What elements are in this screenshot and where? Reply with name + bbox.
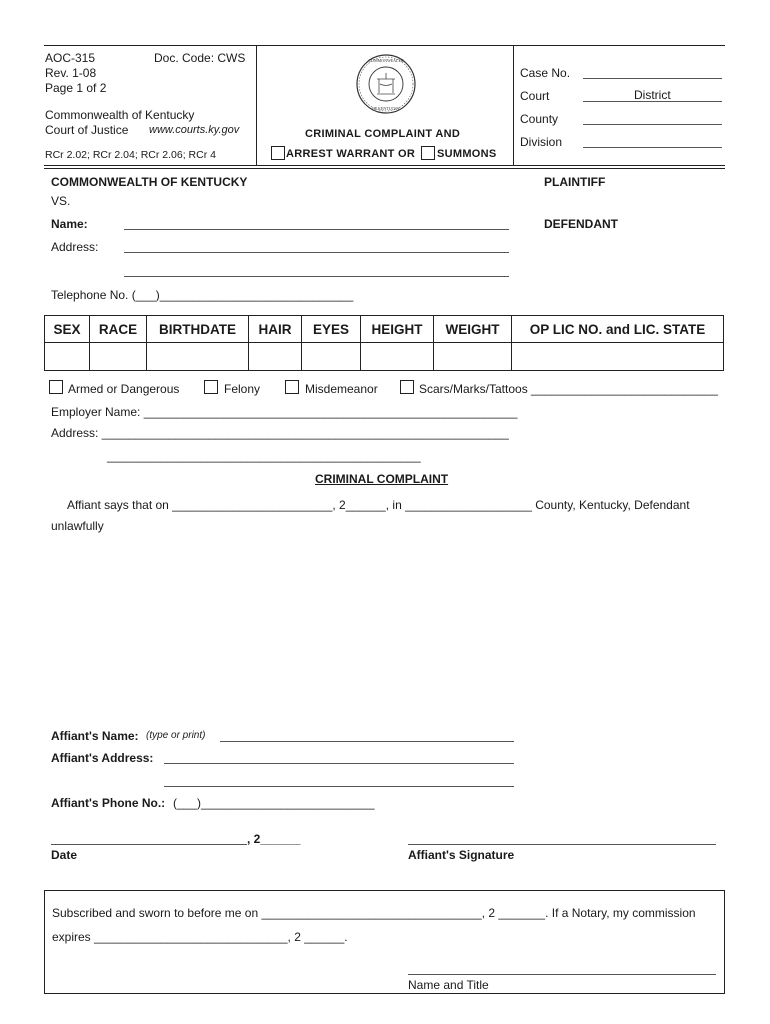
header-top-rule	[44, 45, 725, 46]
defendant-telephone[interactable]: Telephone No. (___)_____________________________	[51, 288, 354, 302]
arrest-warrant-checkbox[interactable]	[271, 146, 285, 160]
race-cell[interactable]	[90, 343, 147, 371]
county-field[interactable]	[583, 124, 722, 125]
license-header: OP LIC NO. and LIC. STATE	[512, 316, 724, 343]
date-year[interactable]: , 2______	[247, 832, 301, 846]
affiant-signature-field[interactable]	[408, 844, 716, 845]
affiant-address-field-2[interactable]	[164, 786, 514, 787]
misdemeanor-checkbox[interactable]	[285, 380, 299, 394]
summons-checkbox[interactable]	[421, 146, 435, 160]
form-number: AOC-315	[45, 51, 96, 65]
unlawfully-label: unlawfully	[51, 519, 104, 533]
race-header: RACE	[90, 316, 147, 343]
scars-checkbox[interactable]	[400, 380, 414, 394]
hair-cell[interactable]	[249, 343, 302, 371]
plaintiff-label: PLAINTIFF	[544, 175, 606, 189]
license-cell[interactable]	[512, 343, 724, 371]
employer-name[interactable]: Employer Name: ________________________________________________________	[51, 405, 518, 419]
commission-expires[interactable]: expires _____________________________, 2 ______.	[52, 930, 348, 944]
defendant-address-label: Address:	[51, 240, 99, 254]
misdemeanor-label: Misdemeanor	[305, 382, 378, 396]
birthdate-header: BIRTHDATE	[147, 316, 249, 343]
defendant-name-label: Name:	[51, 217, 88, 231]
height-header: HEIGHT	[361, 316, 434, 343]
division-field[interactable]	[583, 147, 722, 148]
case-no-field[interactable]	[583, 78, 722, 79]
court-label: Court	[520, 89, 550, 103]
sex-cell[interactable]	[45, 343, 90, 371]
division-label: Division	[520, 135, 563, 149]
header-bottom-rule-2	[44, 168, 725, 169]
date-label: Date	[51, 848, 78, 862]
employer-address[interactable]: Address: _____________________________________________________________	[51, 426, 509, 440]
page-number: Page 1 of 2	[45, 81, 107, 95]
felony-label: Felony	[224, 382, 261, 396]
defendant-label: DEFENDANT	[544, 217, 618, 231]
date-field[interactable]	[51, 844, 247, 845]
name-and-title-label: Name and Title	[408, 978, 489, 992]
felony-checkbox[interactable]	[204, 380, 218, 394]
svg-text:COMMONWEALTH: COMMONWEALTH	[368, 58, 404, 63]
armed-dangerous-checkbox[interactable]	[49, 380, 63, 394]
subscribed-sworn[interactable]: Subscribed and sworn to before me on _________________________________, 2 _______. If a Notary, my commission	[52, 906, 696, 920]
table-header-row	[45, 316, 724, 343]
eyes-cell[interactable]	[302, 343, 361, 371]
county-label: County	[520, 112, 559, 126]
svg-text:OF KENTUCKY: OF KENTUCKY	[371, 106, 401, 111]
scars-label[interactable]: Scars/Marks/Tattoos ____________________________	[419, 382, 718, 396]
weight-header: WEIGHT	[434, 316, 512, 343]
notary-signature-field[interactable]	[408, 974, 716, 975]
doc-code: Doc. Code: CWS	[154, 51, 246, 65]
affiant-name-label: Affiant's Name:	[51, 729, 139, 743]
summons-label: SUMMONS	[437, 148, 497, 160]
header-bottom-rule-1	[44, 165, 725, 166]
complaint-heading: CRIMINAL COMPLAINT	[315, 472, 449, 486]
affiant-name-field[interactable]	[220, 741, 514, 742]
court-of-justice-label: Court of Justice	[45, 123, 129, 137]
rules-citation: RCr 2.02; RCr 2.04; RCr 2.06; RCr 4	[45, 149, 216, 161]
court-value: District	[634, 88, 671, 102]
table-row	[45, 343, 724, 371]
defendant-address-field-2[interactable]	[124, 276, 509, 277]
employer-address-line2[interactable]: _______________________________________________	[107, 449, 421, 463]
affiant-address-label: Affiant's Address:	[51, 751, 154, 765]
weight-cell[interactable]	[434, 343, 512, 371]
hair-header: HAIR	[249, 316, 302, 343]
header-divider-right	[513, 45, 514, 165]
affiant-signature-label: Affiant's Signature	[408, 848, 515, 862]
defendant-name-field[interactable]	[124, 229, 509, 230]
affiant-name-hint: (type or print)	[146, 730, 206, 741]
commonwealth-label: Commonwealth of Kentucky	[45, 108, 195, 122]
affiant-phone-field[interactable]: (___)__________________________	[173, 796, 375, 810]
affiant-phone-label: Affiant's Phone No.:	[51, 796, 166, 810]
defendant-description-table	[44, 315, 724, 371]
form-title-line1: CRIMINAL COMPLAINT AND	[305, 128, 461, 140]
header-divider-left	[256, 45, 257, 165]
affiant-statement[interactable]: Affiant says that on ________________________, 2______, in ___________________ County, Kentucky, Defendant	[67, 498, 690, 512]
plaintiff-name: COMMONWEALTH OF KENTUCKY	[51, 175, 248, 189]
case-no-label: Case No.	[520, 66, 571, 80]
website: www.courts.ky.gov	[149, 124, 240, 136]
kentucky-seal-icon	[355, 53, 417, 115]
armed-dangerous-label: Armed or Dangerous	[68, 382, 180, 396]
height-cell[interactable]	[361, 343, 434, 371]
arrest-warrant-label: ARREST WARRANT OR	[286, 148, 416, 160]
versus-label: VS.	[51, 194, 71, 208]
sex-header: SEX	[45, 316, 90, 343]
birthdate-cell[interactable]	[147, 343, 249, 371]
affiant-address-field-1[interactable]	[164, 763, 514, 764]
revision: Rev. 1-08	[45, 66, 97, 80]
eyes-header: EYES	[302, 316, 361, 343]
defendant-address-field-1[interactable]	[124, 252, 509, 253]
